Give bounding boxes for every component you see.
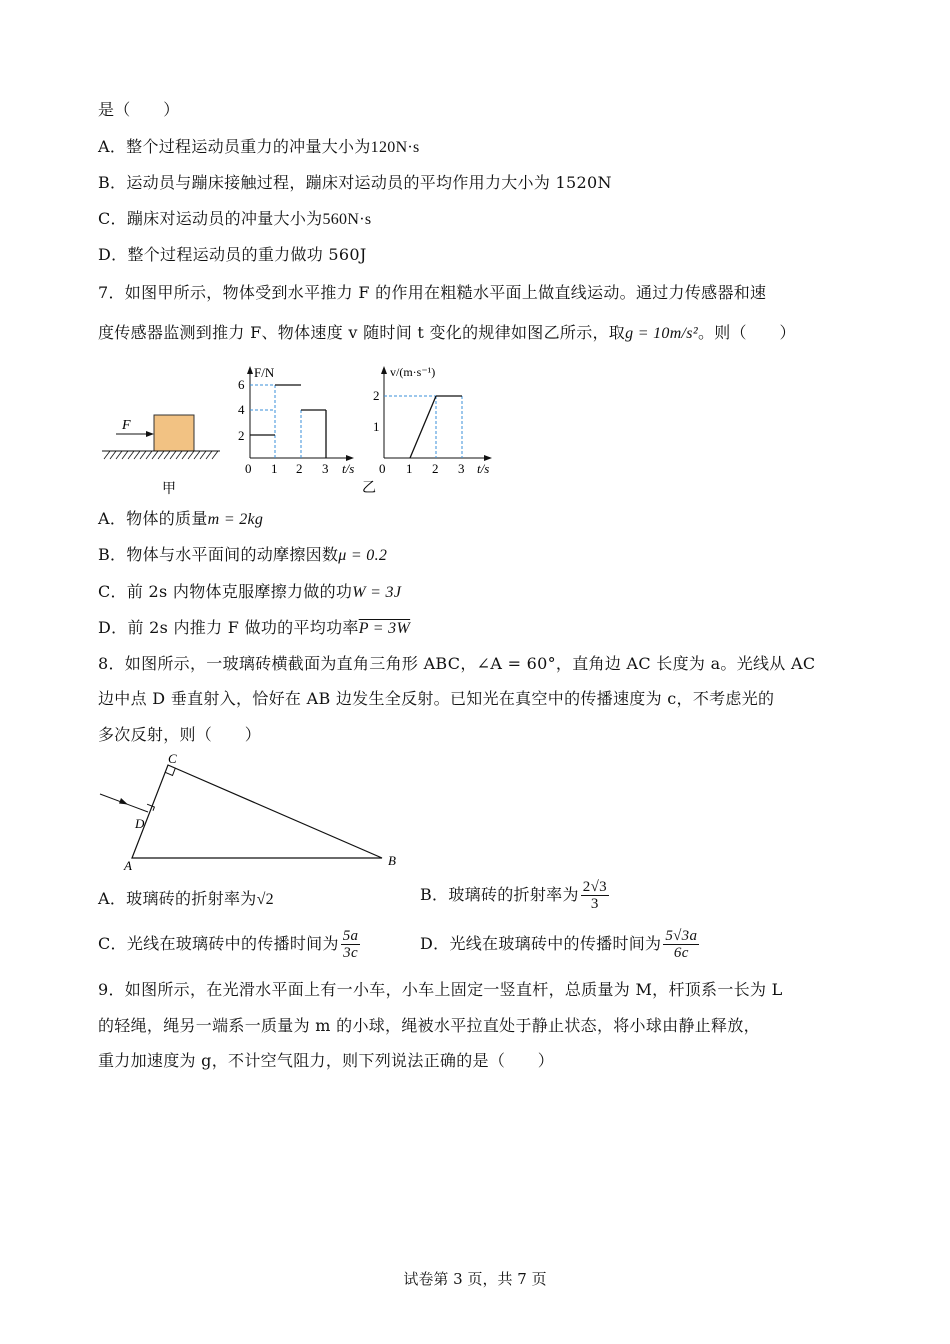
graph1-xtick-0: 0 (245, 461, 252, 476)
page-footer: 试卷第 3 页，共 7 页 (403, 1270, 547, 1288)
q8-label-c: C (168, 752, 177, 766)
q7-stem-line2a: 度传感器监测到推力 F、物体速度 v 随时间 t 变化的规律如图乙所示，取 (98, 323, 626, 342)
q8-option-b-text: 玻璃砖的折射率为 (448, 885, 579, 904)
q8-option-c-denominator: 3c (343, 945, 358, 961)
q8-option-c-fraction (341, 928, 361, 961)
q8-option-d-numerator: 5√3a (665, 928, 698, 944)
graph2-ytick-1: 1 (373, 419, 380, 434)
q8-option-b (420, 879, 611, 912)
q7-option-d-label: D． (98, 618, 128, 637)
q7-block (154, 415, 194, 451)
q8-stem-line2: 边中点 D 垂直射入，恰好在 AB 边发生全反射。已知光在真空中的传播速度为 c，不考虑光的 (98, 689, 775, 708)
graph1-xtick-1: 1 (271, 461, 278, 476)
q8-light-ray-arrowhead (119, 798, 128, 805)
q6-option-a-label: A． (98, 137, 127, 156)
q8-label-d: D (135, 816, 145, 831)
q7-option-a-label: A． (98, 509, 127, 528)
q8-option-d-denominator: 6c (673, 945, 689, 961)
q8-option-d-fraction (663, 928, 699, 961)
q8-option-c-label: C． (98, 934, 127, 953)
q6-option-d-label: D． (98, 245, 128, 264)
q6-option-a (98, 137, 420, 158)
q8-label-b: B (388, 853, 396, 868)
q8-option-c-text: 光线在玻璃砖中的传播时间为 (126, 934, 339, 953)
q7-option-c-text: 前 2s 内物体克服摩擦力做的功 (126, 582, 353, 601)
q7-option-c (98, 582, 401, 603)
q9-stem-line2: 的轻绳，绳另一端系一质量为 m 的小球，绳被水平拉直处于静止状态，将小球由静止释放， (98, 1016, 760, 1035)
q7-force-label: F (122, 418, 131, 433)
q7-graph-velocity (362, 360, 502, 495)
graph1-xtick-3: 3 (322, 461, 329, 476)
q7-option-a (98, 509, 263, 530)
q6-option-a-value: 120N·s (370, 139, 420, 156)
graph1-y-arrow (247, 366, 253, 374)
q8-option-d-text: 光线在玻璃砖中的传播时间为 (449, 934, 662, 953)
q6-option-d-text: 整个过程运动员的重力做功 560J (127, 245, 367, 264)
q6-tail: 是（ ） (98, 100, 180, 119)
q6-option-b-label: B． (98, 173, 127, 192)
graph1-ytick-2: 2 (238, 428, 245, 443)
q7-stem-line1: 7．如图甲所示，物体受到水平推力 F 的作用在粗糙水平面上做直线运动。通过力传感器和速 (98, 283, 767, 302)
graph1-xlabel: t/s (342, 461, 355, 476)
q7-force-arrowhead (146, 431, 154, 437)
q7-fig-label-yi: 乙 (362, 481, 376, 495)
graph2-ylabel: v/(m·s⁻¹) (390, 365, 436, 379)
q7-figure-jia (98, 405, 228, 500)
q7-option-d-math: P = 3W (358, 620, 411, 637)
graph2-xtick-2: 2 (432, 461, 439, 476)
q8-option-b-fraction (581, 879, 609, 912)
q8-option-c (98, 928, 362, 961)
q7-option-b-text: 物体与水平面间的动摩擦因数 (126, 545, 339, 564)
graph2-ytick-2: 2 (373, 388, 380, 403)
graph1-ytick-4: 4 (238, 402, 245, 417)
q8-option-a-label: A． (98, 889, 127, 908)
q6-option-a-text: 整个过程运动员重力的冲量大小为 (126, 137, 371, 156)
q9-stem-line3: 重力加速度为 g，不计空气阻力，则下列说法正确的是（ ） (98, 1051, 555, 1070)
graph1-guide-lines (250, 385, 301, 458)
q8-option-d-label: D． (420, 934, 450, 953)
q7-stem-line2b: 。则（ ） (697, 323, 796, 342)
q8-stem-line1: 8．如图所示，一玻璃砖横截面为直角三角形 ABC，∠A = 60°，直角边 AC 长度为 a。光线从 AC (98, 654, 816, 673)
graph1-ylabel: F/N (254, 365, 275, 380)
q6-option-c-label: C． (98, 209, 127, 228)
q7-option-a-math: m = 2kg (207, 511, 264, 528)
q6-option-c-text: 蹦床对运动员的冲量大小为 (126, 209, 323, 228)
graph2-xtick-3: 3 (458, 461, 465, 476)
q7-option-c-math: W = 3J (352, 584, 402, 601)
q7-ground-hatch (104, 451, 218, 459)
q8-option-a (98, 889, 274, 910)
q9-stem-line1: 9．如图所示，在光滑水平面上有一小车，小车上固定一竖直杆，总质量为 M，杆顶系一长为 L (98, 980, 783, 999)
q6-option-b (98, 173, 612, 193)
q8-triangle-figure (96, 752, 406, 878)
q6-option-d (98, 245, 367, 265)
q7-option-b (98, 545, 387, 566)
q7-g-value: g = 10m/s² (625, 325, 698, 342)
q8-option-d (420, 928, 701, 961)
q8-option-a-text: 玻璃砖的折射率为 (126, 889, 257, 908)
q6-option-c-value: 560N·s (322, 211, 372, 228)
q7-option-a-text: 物体的质量 (126, 509, 208, 528)
q7-option-d (98, 618, 410, 639)
q8-option-a-math: √2 (256, 891, 274, 908)
q8-option-b-label: B． (420, 885, 449, 904)
q7-stem-line2 (98, 323, 796, 344)
q7-option-b-math: μ = 0.2 (338, 547, 388, 564)
graph2-xtick-0: 0 (379, 461, 386, 476)
q8-stem-line3: 多次反射，则（ ） (98, 725, 262, 744)
q6-option-b-text: 运动员与蹦床接触过程，蹦床对运动员的平均作用力大小为 1520N (126, 173, 612, 192)
graph1-ytick-6: 6 (238, 377, 245, 392)
q8-option-b-denominator: 3 (590, 896, 599, 912)
graph1-xtick-2: 2 (296, 461, 303, 476)
graph2-xtick-1: 1 (406, 461, 413, 476)
q8-option-c-numerator: 5a (342, 928, 359, 944)
q8-option-b-numerator: 2√3 (582, 879, 607, 895)
q7-graph-force (232, 360, 362, 485)
q8-triangle (132, 765, 382, 858)
q7-option-c-label: C． (98, 582, 127, 601)
graph2-y-arrow (381, 366, 387, 374)
q7-fig-label-jia: 甲 (162, 482, 176, 497)
q7-option-b-label: B． (98, 545, 127, 564)
q8-label-a: A (124, 858, 132, 873)
q7-option-d-text: 前 2s 内推力 F 做功的平均功率 (127, 618, 359, 637)
graph2-xlabel: t/s (477, 461, 490, 476)
q6-option-c (98, 209, 371, 230)
graph1-force-curve (250, 385, 326, 458)
